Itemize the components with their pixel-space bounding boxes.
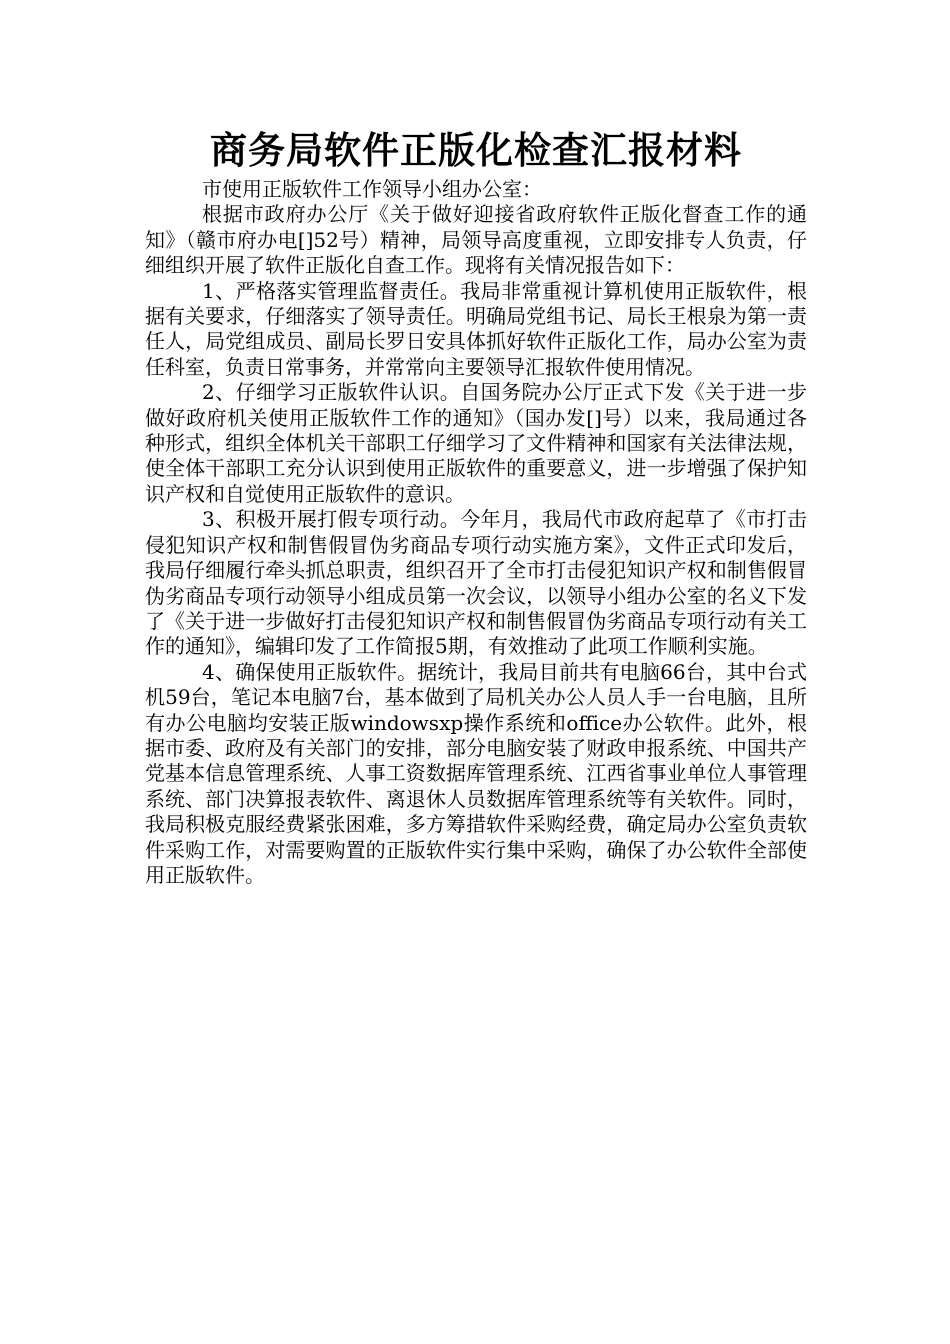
section-1-paragraph: 1、严格落实管理监督责任。我局非常重视计算机使用正版软件，根据有关要求，仔细落实了领导责任。明确局党组书记、局长王根泉为第一责任人，局党组成员、副局长罗日安具体抓好软件正版化工作，局办公室为责任科室，负责日常事务，并常常向主要领导汇报软件使用情况。 xyxy=(145,278,807,379)
document-body xyxy=(145,177,807,888)
section-2-paragraph: 2、仔细学习正版软件认识。自国务院办公厅正式下发《关于进一步做好政府机关使用正版软件工作的通知》（国办发[]号）以来，我局通过各种形式，组织全体机关干部职工仔细学习了文件精神和国家有关法律法规，使全体干部职工充分认识到使用正版软件的重要意义，进一步增强了保护知识产权和自觉使用正版软件的意识。 xyxy=(145,380,807,506)
document-title: 商务局软件正版化检查汇报材料 xyxy=(210,128,742,172)
section-3-paragraph: 3、积极开展打假专项行动。今年月，我局代市政府起草了《市打击侵犯知识产权和制售假冒伪劣商品专项行动实施方案》，文件正式印发后，我局仔细履行牵头抓总职责，组织召开了全市打击侵犯知识产权和制售假冒伪劣商品专项行动领导小组成员第一次会议，以领导小组办公室的名义下发了《关于进一步做好打击侵犯知识产权和制售假冒伪劣商品专项行动有关工作的通知》，编辑印发了工作简报5期，有效推动了此项工作顺利实施。 xyxy=(145,507,807,659)
intro-paragraph: 根据市政府办公厅《关于做好迎接省政府软件正版化督查工作的通知》（赣市府办电[]52号）精神，局领导高度重视，立即安排专人负责，仔细组织开展了软件正版化自查工作。现将有关情况报告如下： xyxy=(145,202,807,278)
salutation: 市使用正版软件工作领导小组办公室： xyxy=(202,177,542,201)
section-4-paragraph: 4、确保使用正版软件。据统计，我局目前共有电脑66台，其中台式机59台，笔记本电脑7台，基本做到了局机关办公人员人手一台电脑，且所有办公电脑均安装正版windowsxp操作系统和office办公软件。此外，根据市委、政府及有关部门的安排，部分电脑安装了财政申报系统、中国共产党基本信息管理系统、人事工资数据库管理系统、江西省事业单位人事管理系统、部门决算报表软件、离退休人员数据库管理系统等有关软件。同时，我局积极克服经费紧张困难，多方筹措软件采购经费，确定局办公室负责软件采购工作，对需要购置的正版软件实行集中采购，确保了办公软件全部使用正版软件。 xyxy=(145,659,807,887)
